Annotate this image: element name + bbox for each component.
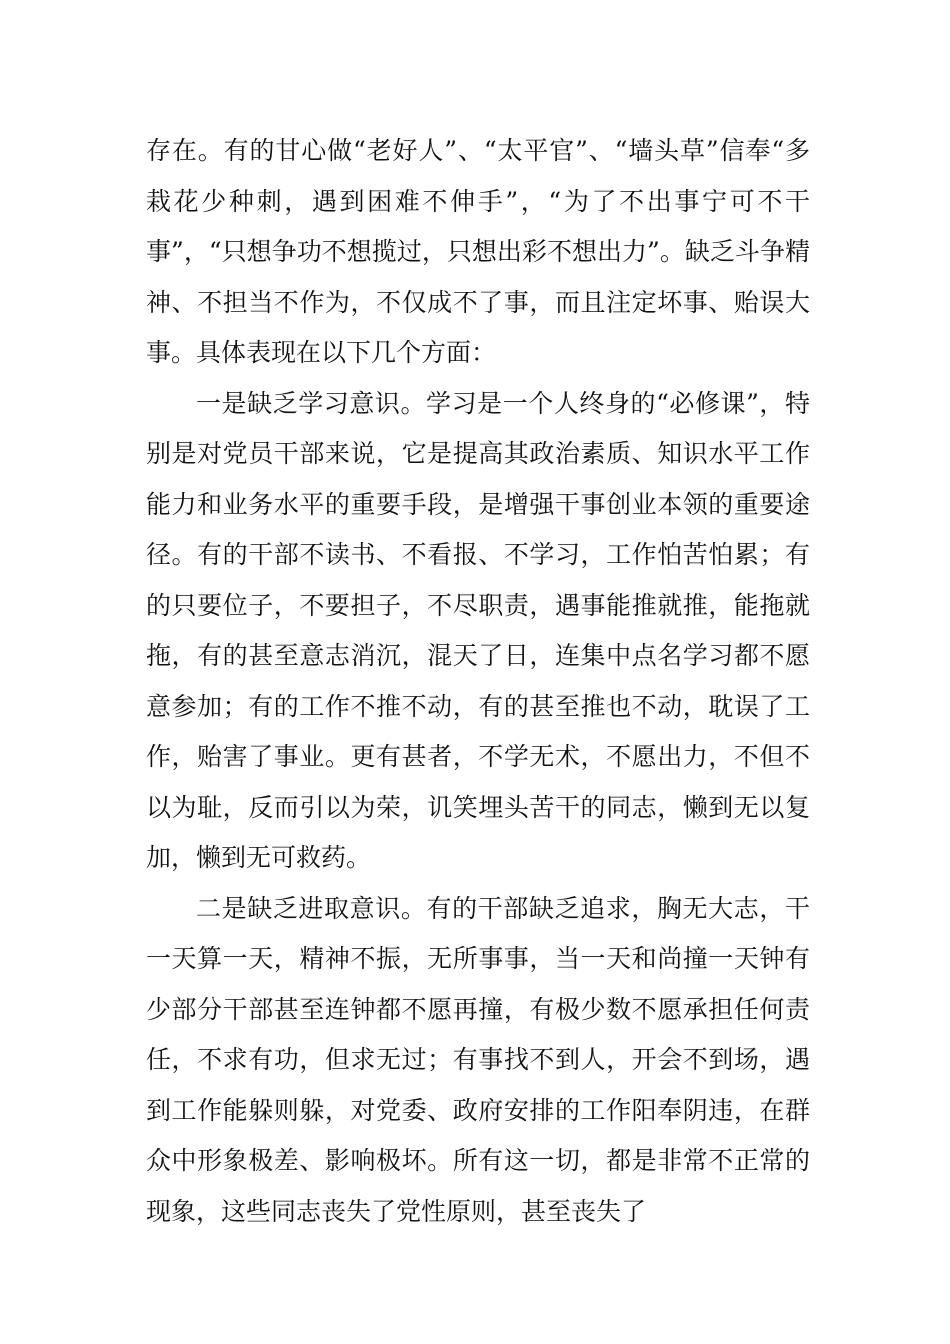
paragraph-learning-awareness: 一是缺乏学习意识。学习是一个人终身的“必修课”，特别是对党员干部来说，它是提高其政治素质、知识水平工作能力和业务水平的重要手段，是增强干事创业本领的重要途径。有的干部不读书、不看报、不学习，工作怕苦怕累；有的只要位子，不要担子，不尽职责，遇事能推就推，能拖就拖，有的甚至意志消沉，混天了日，连集中点名学习都不愿意参加；有的工作不推不动，有的甚至推也不动，耽误了工作，贻害了事业。更有甚者，不学无术，不愿出力，不但不以为耻，反而引以为荣，讥笑埋头苦干的同志，懒到无以复加，懒到无可救药。 bbox=[146, 388, 810, 872]
paragraph-intro: 存在。有的甘心做“老好人”、“太平官”、“墙头草”信奉“多栽花少种刺，遇到困难不伸手”，“为了不出事宁可不干事”，“只想争功不想揽过，只想出彩不想出力”。缺乏斗争精神、不担当不作为，不仅成不了事，而且注定坏事、贻误大事。具体表现在以下几个方面： bbox=[146, 136, 810, 367]
paragraph-enterprising-awareness: 二是缺乏进取意识。有的干部缺乏追求，胸无大志，干一天算一天，精神不振，无所事事，当一天和尚撞一天钟有少部分干部甚至连钟都不愿再撞，有极少数不愿承担任何责任，不求有功，但求无过；有事找不到人，开会不到场，遇到工作能躲则躲，对党委、政府安排的工作阳奉阴违，在群众中形象极差、影响极坏。所有这一切，都是非常不正常的现象，这些同志丧失了党性原则，甚至丧失了 bbox=[146, 893, 810, 1226]
document-body bbox=[146, 126, 810, 1237]
